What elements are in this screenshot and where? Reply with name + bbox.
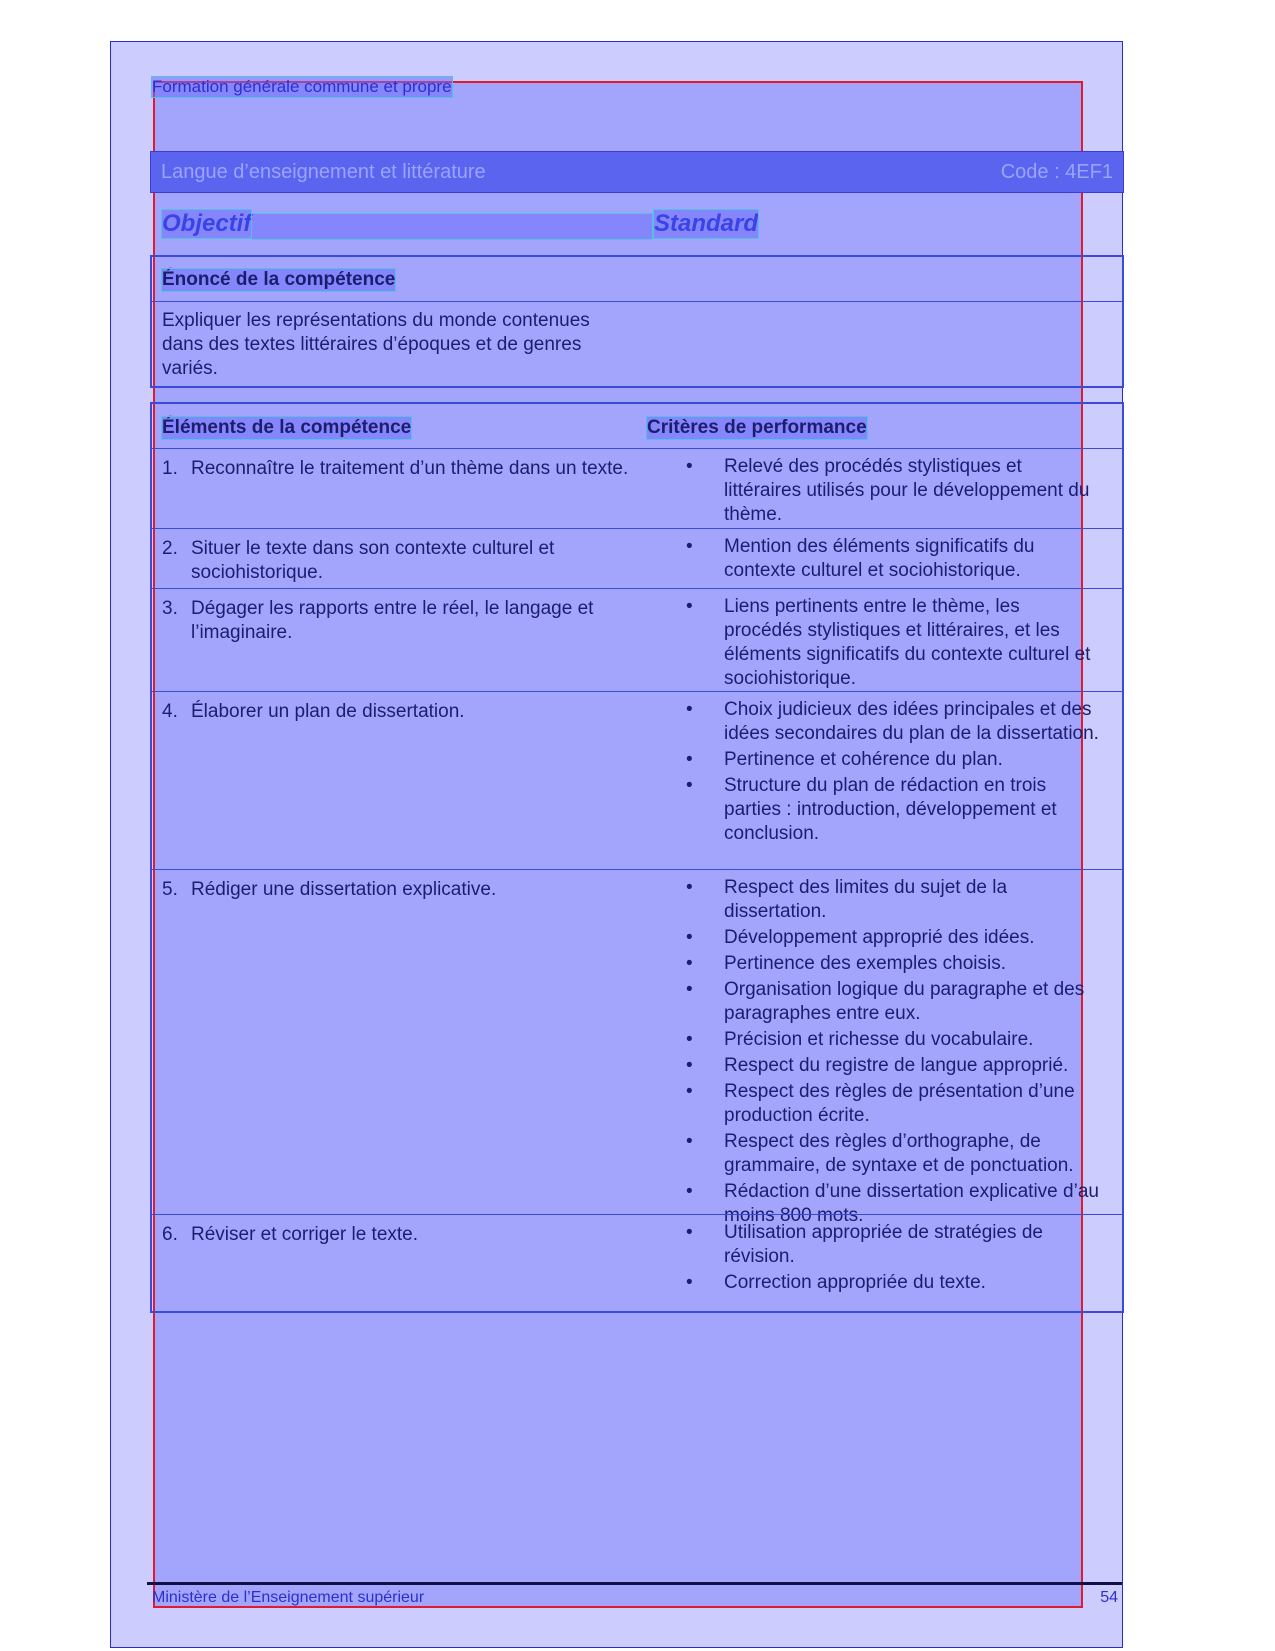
performance-criteria [682, 535, 1102, 585]
criterion-item [682, 1080, 1102, 1128]
criterion-text: Mention des éléments significatifs du contexte culturel et sociohistorique. [724, 536, 1035, 581]
table-row [152, 869, 1122, 1226]
table-row [152, 1214, 1122, 1312]
column-header-criteria: Critères de performance [647, 417, 867, 438]
criterion-text: Pertinence et cohérence du plan. [724, 749, 1003, 770]
competence-element [162, 878, 632, 902]
criterion-text: Respect des limites du sujet de la dissertation. [724, 877, 1008, 922]
performance-criteria [682, 876, 1102, 1230]
footer-rule [147, 1582, 1122, 1585]
element-text: Élaborer un plan de dissertation. [191, 701, 465, 722]
objective-heading: Objectif [162, 210, 252, 237]
bullet-icon: • [686, 536, 693, 557]
bullet-icon: • [686, 699, 693, 720]
competence-table [150, 402, 1124, 1313]
element-text: Reconnaître le traitement d’un thème dans un texte. [191, 458, 629, 479]
competence-header [152, 257, 1122, 302]
bullet-icon: • [686, 749, 693, 770]
bullet-icon: • [686, 1029, 693, 1050]
criterion-item [682, 1130, 1102, 1178]
criterion-item [682, 876, 1102, 924]
criterion-item [682, 952, 1102, 976]
competence-title: Énoncé de la compétence [162, 269, 396, 290]
bullet-icon: • [686, 1272, 693, 1293]
criterion-item [682, 978, 1102, 1026]
element-text: Dégager les rapports entre le réel, le langage et l’imaginaire. [191, 598, 594, 643]
column-header-elements: Éléments de la compétence [162, 417, 412, 438]
objective-field [252, 214, 652, 239]
performance-criteria [682, 595, 1102, 693]
element-text: Rédiger une dissertation explicative. [191, 879, 497, 900]
element-number: 3. [162, 598, 178, 619]
bullet-icon: • [686, 953, 693, 974]
table-row [152, 528, 1122, 589]
competence-element [162, 700, 632, 724]
footer-ministry: Ministère de l’Enseignement supérieur [152, 1589, 425, 1606]
criterion-text: Respect des règles de présentation d’une production écrite. [724, 1081, 1075, 1126]
criterion-item [682, 455, 1102, 527]
bullet-icon: • [686, 1081, 693, 1102]
criterion-item [682, 1221, 1102, 1269]
criterion-item [682, 748, 1102, 772]
table-row [152, 448, 1122, 529]
bullet-icon: • [686, 456, 693, 477]
competence-element [162, 457, 632, 481]
element-number: 1. [162, 458, 178, 479]
competence-element [162, 597, 632, 645]
table-row [152, 588, 1122, 692]
criterion-text: Structure du plan de rédaction en trois parties : introduction, développement et conclusion. [724, 775, 1057, 844]
table-row [152, 691, 1122, 870]
performance-criteria [682, 455, 1102, 529]
element-number: 6. [162, 1224, 178, 1245]
criterion-text: Pertinence des exemples choisis. [724, 953, 1006, 974]
competence-text: Expliquer les représentations du monde contenues dans des textes littéraires d’époques et de genres variés. [162, 310, 590, 379]
course-code: Code : 4EF1 [1000, 161, 1113, 183]
page-number: 54 [1100, 1589, 1118, 1606]
criterion-item [682, 595, 1102, 691]
criterion-item [682, 698, 1102, 746]
criterion-text: Développement approprié des idées. [724, 927, 1035, 948]
bullet-icon: • [686, 877, 693, 898]
bullet-icon: • [686, 775, 693, 796]
criterion-item [682, 1271, 1102, 1295]
criterion-text: Précision et richesse du vocabulaire. [724, 1029, 1034, 1050]
bullet-icon: • [686, 1222, 693, 1243]
criterion-item [682, 535, 1102, 583]
competence-element [162, 1223, 632, 1247]
element-number: 2. [162, 538, 178, 559]
criterion-text: Respect du registre de langue approprié. [724, 1055, 1069, 1076]
criterion-text: Correction appropriée du texte. [724, 1272, 986, 1293]
criterion-item [682, 774, 1102, 846]
section-label: Formation générale commune et propre [152, 77, 452, 96]
competence-box [150, 255, 1124, 388]
performance-criteria [682, 1221, 1102, 1297]
criterion-text: Liens pertinents entre le thème, les procédés stylistiques et littéraires, et les éléments significatifs du contexte culturel et sociohistorique. [724, 596, 1091, 689]
criterion-text: Relevé des procédés stylistiques et littéraires utilisés pour le développement du thème. [724, 456, 1090, 525]
criterion-text: Rédaction d’une dissertation explicative d’au moins 800 mots. [724, 1181, 1099, 1226]
standard-heading: Standard [654, 210, 759, 237]
competence-element [162, 537, 632, 585]
bullet-icon: • [686, 596, 693, 617]
bullet-icon: • [686, 927, 693, 948]
performance-criteria [682, 698, 1102, 848]
bullet-icon: • [686, 1181, 693, 1202]
criterion-text: Utilisation appropriée de stratégies de révision. [724, 1222, 1043, 1267]
element-text: Réviser et corriger le texte. [191, 1224, 419, 1245]
bullet-icon: • [686, 1055, 693, 1076]
criterion-text: Organisation logique du paragraphe et des paragraphes entre eux. [724, 979, 1085, 1024]
bullet-icon: • [686, 979, 693, 1000]
criterion-item [682, 926, 1102, 950]
element-number: 5. [162, 879, 178, 900]
criterion-item [682, 1054, 1102, 1078]
criterion-text: Choix judicieux des idées principales et des idées secondaires du plan de la dissertation. [724, 699, 1099, 744]
criterion-item [682, 1028, 1102, 1052]
bullet-icon: • [686, 1131, 693, 1152]
criterion-text: Respect des règles d’orthographe, de grammaire, de syntaxe et de ponctuation. [724, 1131, 1074, 1176]
table-header-row [152, 404, 1122, 448]
element-number: 4. [162, 701, 178, 722]
subject-title: Langue d’enseignement et littérature [161, 161, 486, 183]
subject-banner [150, 151, 1124, 193]
element-text: Situer le texte dans son contexte culturel et sociohistorique. [191, 538, 555, 583]
